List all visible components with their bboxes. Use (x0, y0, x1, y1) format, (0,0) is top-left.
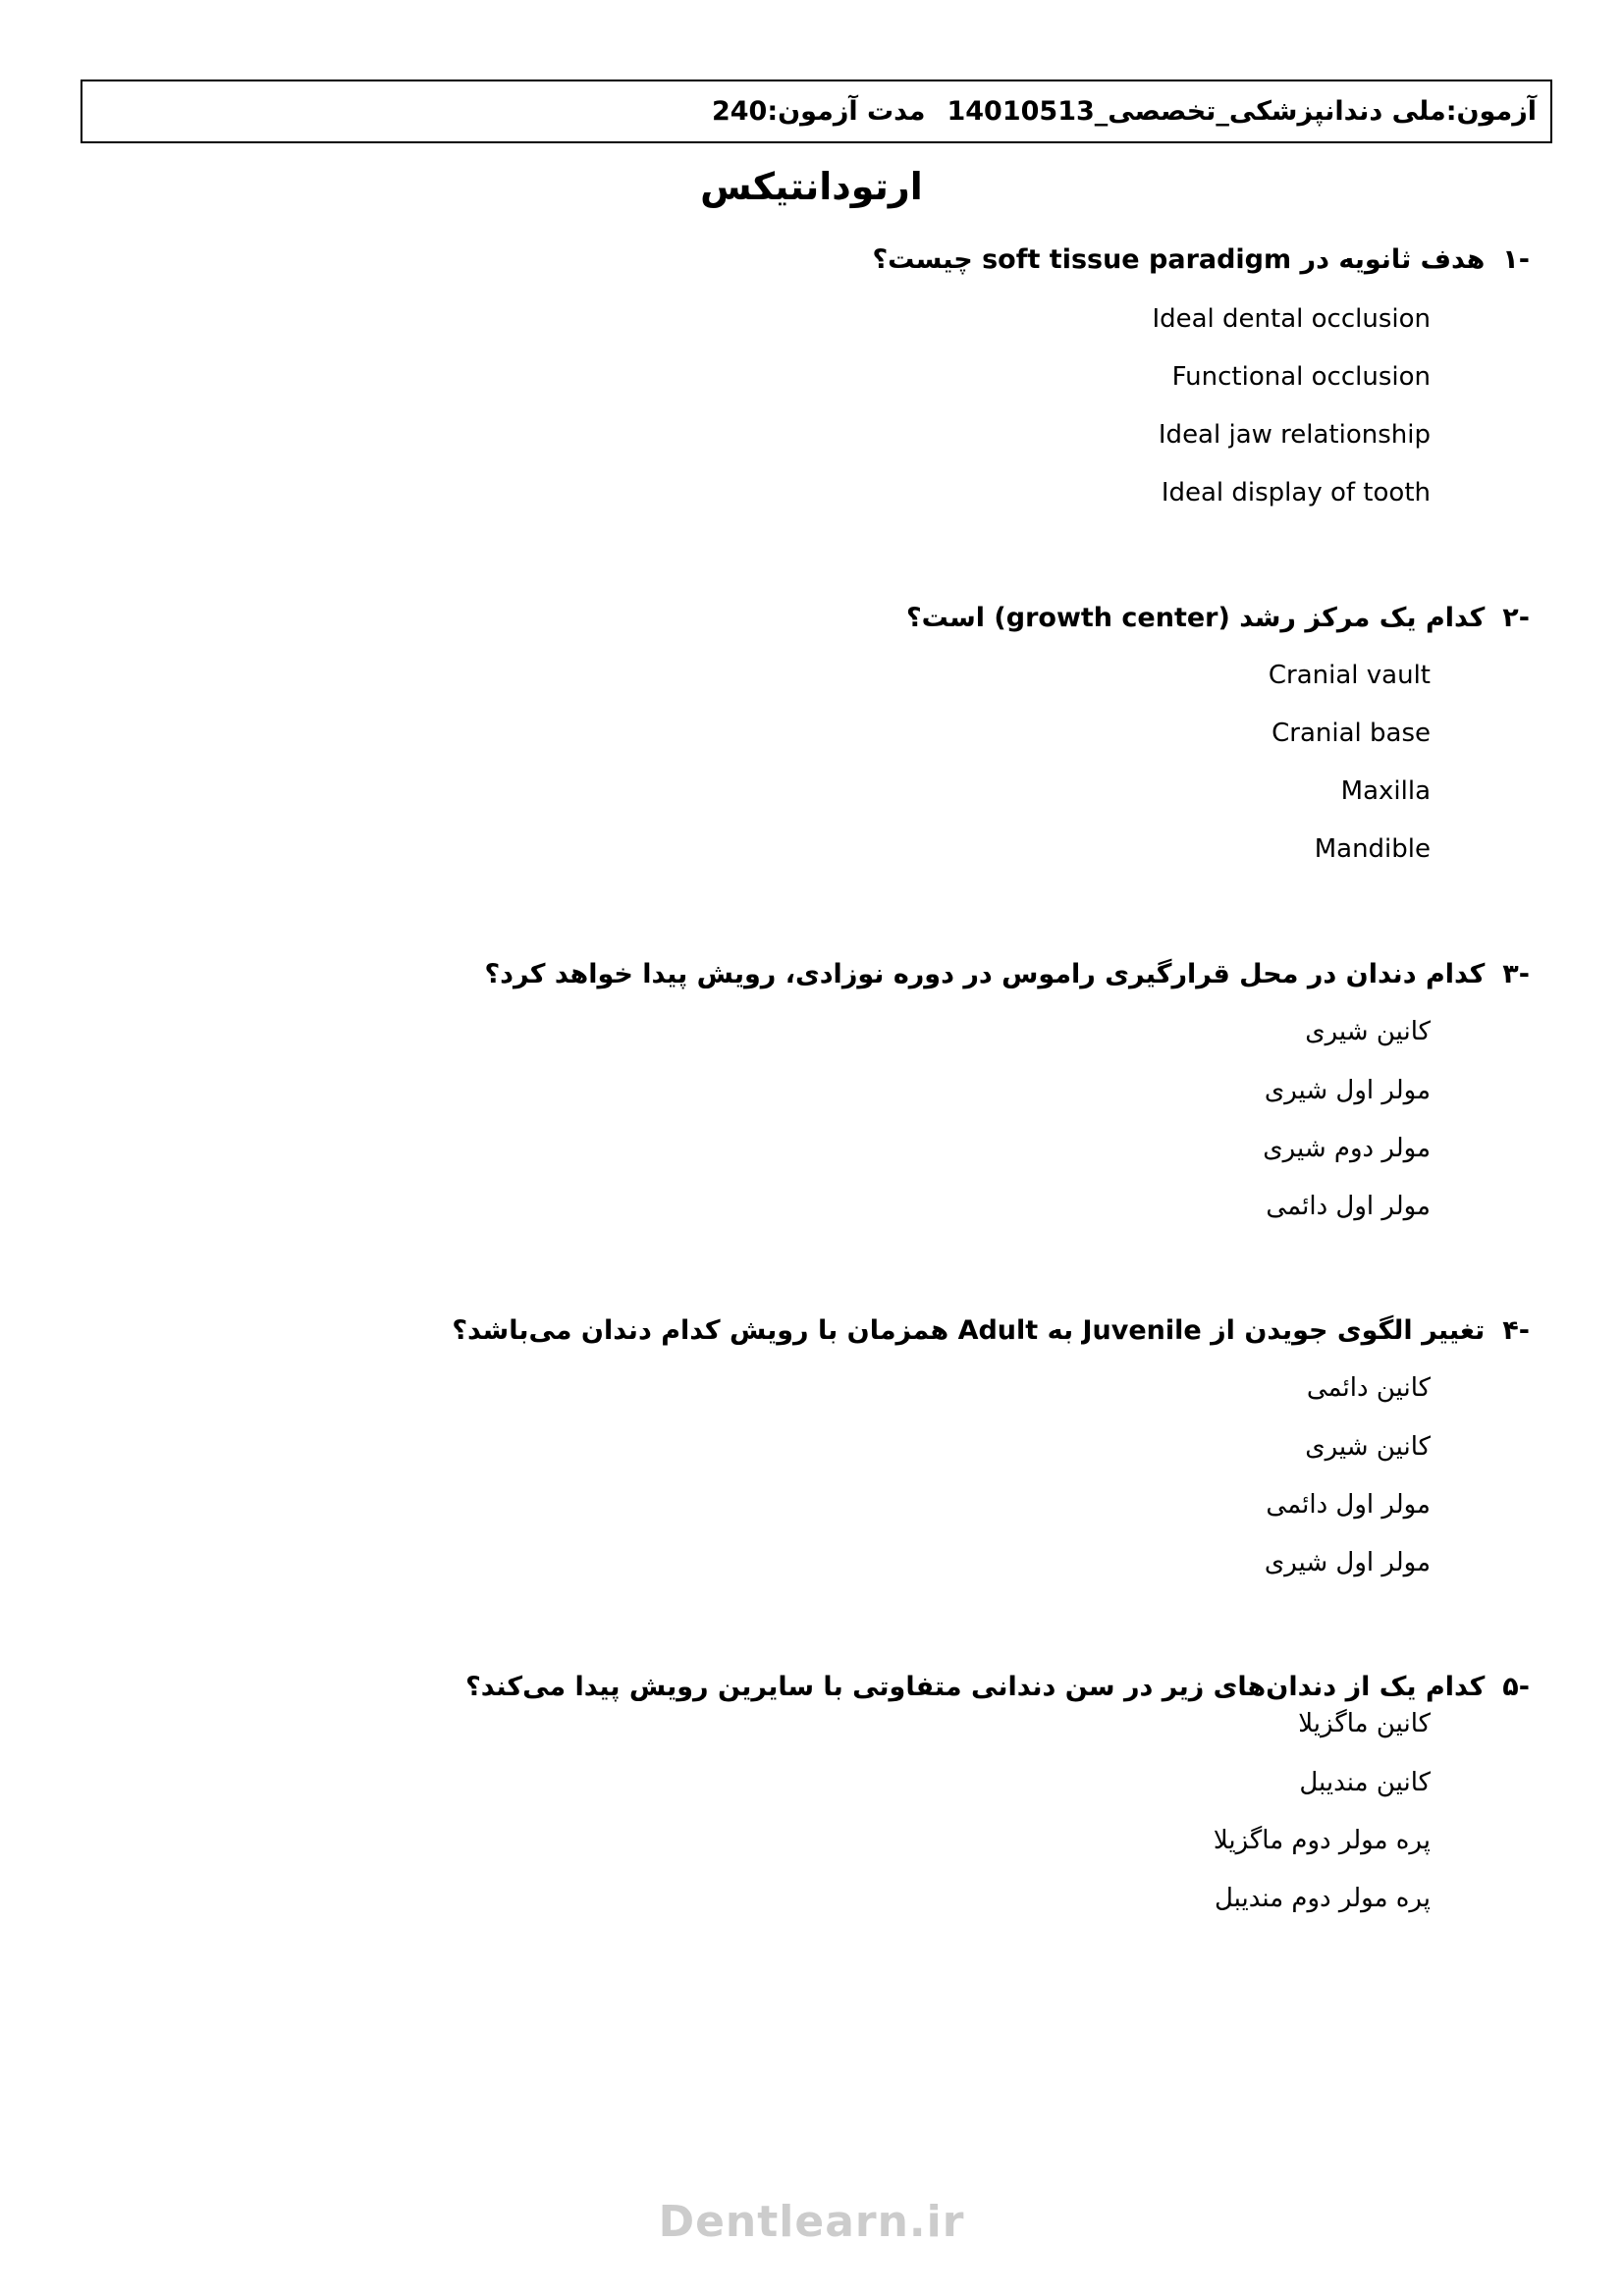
option-2-4: Mandible (1314, 834, 1431, 864)
question-number: -۱ (1502, 244, 1530, 275)
option-5-2: کانین مندیبل (1299, 1768, 1431, 1797)
exam-duration: مدت آزمون:240 (711, 96, 926, 127)
question-1 (873, 244, 1531, 275)
question-text: کدام یک از دندان‌های زیر در سن دندانی متفاوتی با سایرین رویش پیدا می‌کند؟ (465, 1672, 1486, 1702)
question-text: کدام یک مرکز رشد (growth center) است؟ (905, 603, 1486, 633)
watermark: Dentlearn.ir (658, 2197, 965, 2247)
option-5-3: پره مولر دوم ماگزیلا (1213, 1826, 1431, 1855)
option-3-1: کانین شیری (1305, 1017, 1431, 1046)
option-2-3: Maxilla (1340, 776, 1431, 806)
question-2 (906, 603, 1530, 633)
option-5-4: پره مولر دوم مندیبل (1214, 1884, 1431, 1913)
option-3-3: مولر دوم شیری (1263, 1134, 1431, 1163)
option-1-2: Functional occlusion (1171, 362, 1431, 392)
question-number: -۲ (1502, 603, 1530, 633)
option-1-4: Ideal display of tooth (1161, 478, 1431, 507)
option-2-2: Cranial base (1271, 719, 1431, 748)
option-4-3: مولر اول دائمی (1266, 1490, 1431, 1520)
option-4-1: کانین دائمی (1306, 1373, 1431, 1403)
exam-header (81, 80, 1552, 143)
question-text: کدام دندان در محل قرارگیری راموس در دوره نوزادی، رویش پیدا خواهد کرد؟ (484, 959, 1486, 989)
option-3-4: مولر اول دائمی (1266, 1192, 1431, 1221)
option-1-3: Ideal jaw relationship (1158, 420, 1431, 450)
option-4-2: کانین شیری (1305, 1432, 1431, 1462)
question-4 (452, 1315, 1530, 1346)
question-number: -۵ (1502, 1672, 1530, 1702)
option-3-2: مولر اول شیری (1264, 1076, 1431, 1105)
option-2-1: Cranial vault (1268, 661, 1431, 690)
option-4-4: مولر اول شیری (1264, 1548, 1431, 1577)
option-5-1: کانین ماگزیلا (1298, 1709, 1431, 1738)
question-number: -۴ (1502, 1315, 1530, 1346)
question-5 (465, 1672, 1530, 1702)
exam-label: آزمون:ملی دندانپزشکی_تخصصی_14010513 (947, 96, 1537, 127)
question-3 (484, 959, 1530, 989)
option-1-1: Ideal dental occlusion (1152, 304, 1431, 334)
question-number: -۳ (1502, 959, 1530, 989)
question-text: هدف ثانویه در soft tissue paradigm چیست؟ (872, 244, 1486, 275)
question-text: تغییر الگوی جویدن از Juvenile به Adult همزمان با رویش کدام دندان می‌باشد؟ (452, 1315, 1486, 1346)
section-title: ارتودانتیکس (700, 165, 923, 208)
